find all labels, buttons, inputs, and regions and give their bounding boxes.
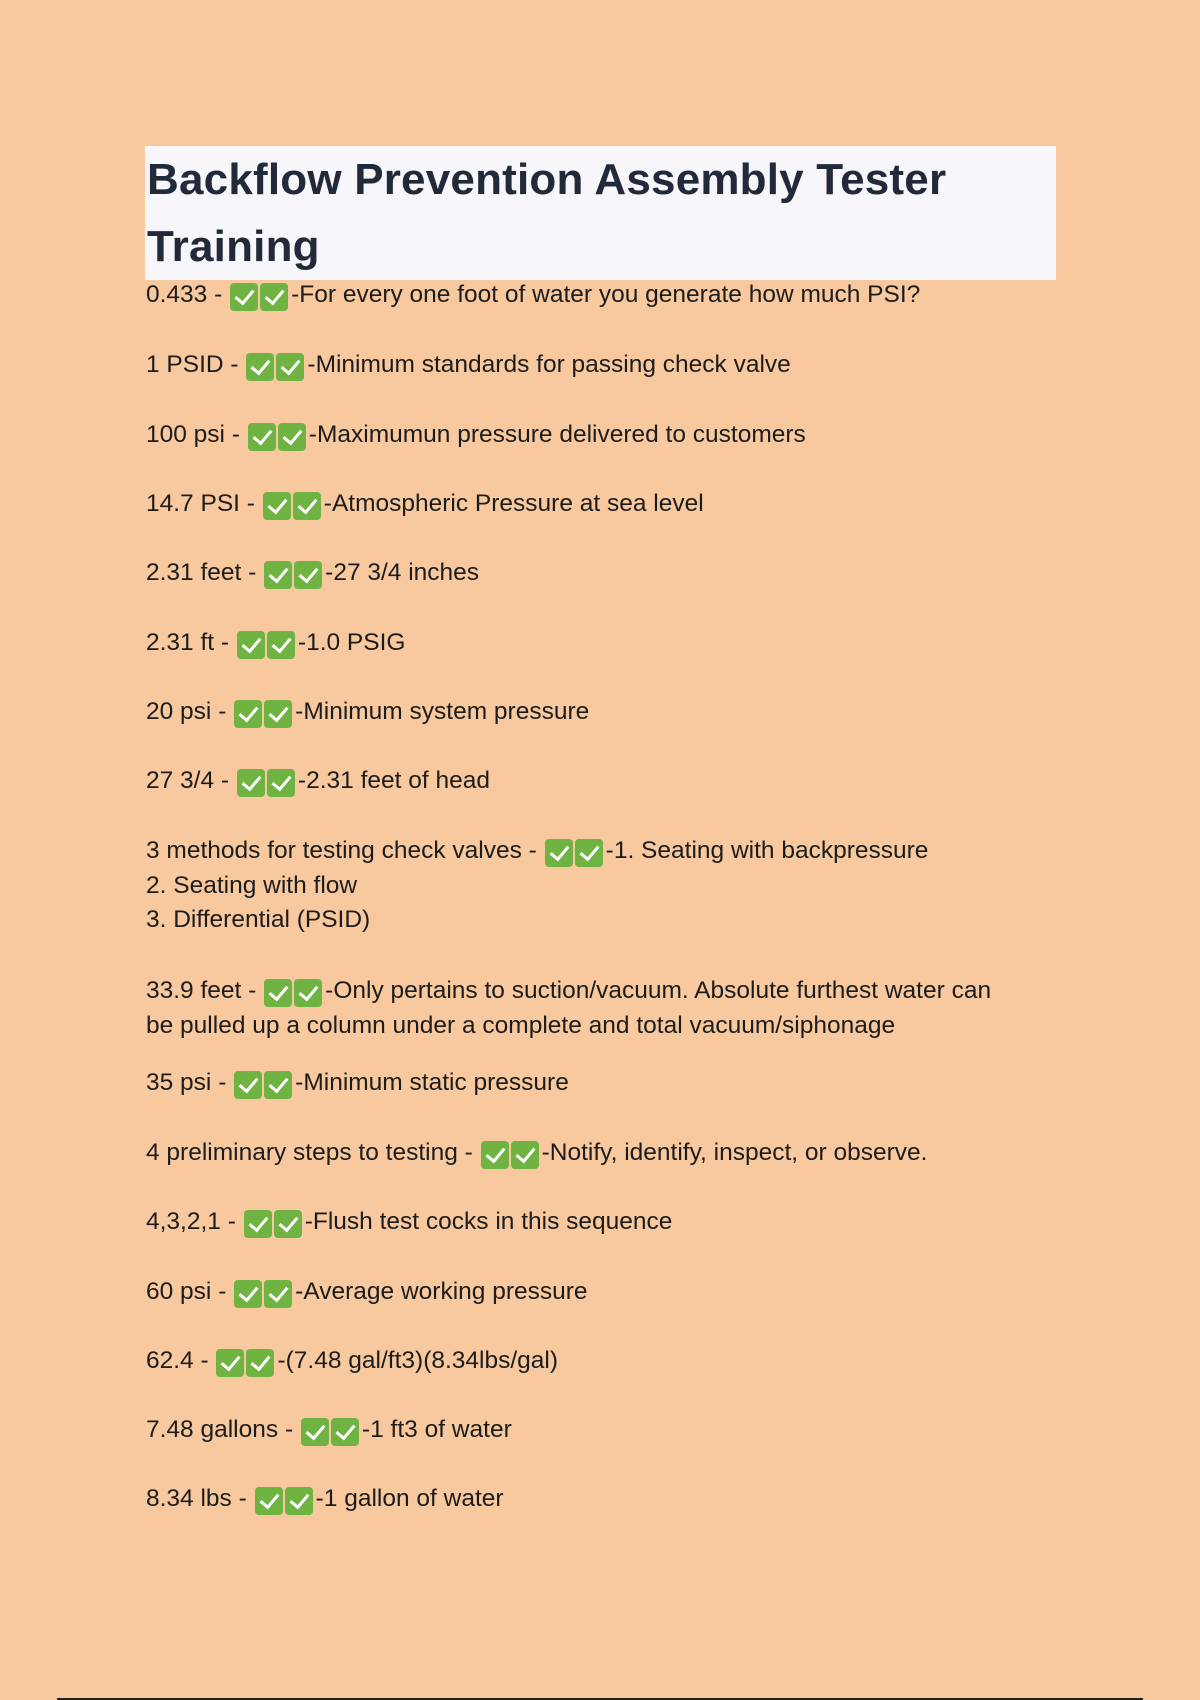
check-mark-icon [237,769,265,797]
answer-prefix: - [315,1485,324,1512]
check-mark-icon [216,1349,244,1377]
answer-prefix: - [325,559,334,586]
entry-answer-line: 2. Seating with flow [146,871,358,899]
answer-prefix: - [295,1278,304,1305]
check-mark-icon [264,979,292,1007]
entry-term: 4,3,2,1 [146,1208,221,1235]
entry-answer-line: Atmospheric Pressure at sea level [331,490,704,517]
flashcard-entry [146,834,1066,938]
check-mark-pair [264,561,324,589]
entry-answer-line: (7.48 gal/ft3)(8.34lbs/gal) [285,1347,559,1374]
entry-answer-line: For every one foot of water you generate how much PSI? [299,281,921,308]
check-mark-pair [234,1280,294,1308]
entry-separator: - [457,1139,480,1166]
entry-separator: - [214,629,236,656]
entry-answer-line: be pulled up a column under a complete and total vacuum/siphonage [146,1011,896,1039]
check-mark-icon [246,1349,274,1377]
answer-prefix: - [297,629,307,656]
check-mark-pair [255,1487,315,1515]
answer-prefix: - [605,837,614,864]
page-title: Backflow Prevention Assembly Tester Training [147,155,947,271]
entry-separator: - [193,1347,216,1374]
entry-separator: - [211,1278,234,1305]
entry-term: 1 PSID [146,351,224,378]
entry-term: 3 methods for testing check valves [146,837,522,864]
flashcard-entry [146,1066,1066,1101]
entry-separator: - [223,351,246,378]
entry-answer-line: 3. Differential (PSID) [146,906,371,933]
check-mark-pair [216,1349,276,1377]
entry-answer-line: Average working pressure [303,1278,588,1305]
entry-term: 27 3/4 [146,767,215,794]
check-mark-pair [237,631,297,659]
entry-term: 0.433 [146,281,208,308]
check-mark-pair [244,1210,304,1238]
flashcard-entry [146,1205,1066,1240]
entry-separator: - [231,1485,254,1512]
check-mark-icon [267,769,295,797]
check-mark-icon [294,561,322,589]
check-mark-icon [234,700,262,728]
check-mark-pair [481,1141,541,1169]
check-mark-pair [264,979,324,1007]
entry-separator: - [211,698,234,725]
flashcard-entry [146,974,1066,1043]
entry-term: 20 psi [146,698,212,725]
entry-answer-line: 1. Seating with backpressure [613,837,929,864]
check-mark-icon [230,283,258,311]
flashcard-entry [146,348,1066,383]
entry-term: 7.48 gallons [146,1416,279,1443]
flashcard-entry [146,764,1066,799]
check-mark-icon [260,283,288,311]
entry-answer-line: 2.31 feet of head [306,767,490,794]
check-mark-pair [248,423,308,451]
answer-prefix: - [295,1069,304,1096]
check-mark-pair [237,769,297,797]
flashcard-entry [146,1413,1066,1448]
entry-term: 62.4 [146,1347,194,1374]
check-mark-icon [264,1071,292,1099]
flashcard-entry [146,556,1066,591]
flashcard-entry [146,487,1066,522]
entry-separator: - [241,977,264,1004]
entry-separator: - [225,421,247,448]
check-mark-icon [264,1280,292,1308]
entry-term: 2.31 ft [146,629,215,656]
check-mark-pair [301,1418,361,1446]
answer-prefix: - [308,421,317,448]
flashcard-entry [146,1275,1066,1310]
entry-separator: - [239,490,262,517]
entry-answer-line: Only pertains to suction/vacuum. Absolute furthest water can [333,977,992,1004]
answer-prefix: - [304,1208,313,1235]
flashcard-entry [146,695,1066,730]
entry-term: 4 preliminary steps to testing [146,1139,458,1166]
check-mark-icon [278,423,306,451]
entry-answer-line: Notify, identify, inspect, or observe. [549,1139,928,1166]
check-mark-icon [481,1141,509,1169]
entry-answer-line: Maximumun pressure delivered to customers [316,421,806,448]
check-mark-icon [511,1141,539,1169]
entry-answer-line: Minimum standards for passing check valve [315,351,791,378]
entry-answer-line: 1.0 PSIG [306,629,406,656]
flashcard-entry [146,1344,1066,1379]
check-mark-pair [230,283,290,311]
entry-answer-line: Flush test cocks in this sequence [312,1208,673,1235]
check-mark-icon [267,631,295,659]
check-mark-icon [293,492,321,520]
check-mark-icon [545,839,573,867]
check-mark-pair [263,492,323,520]
check-mark-icon [294,979,322,1007]
check-mark-icon [276,353,304,381]
entry-separator: - [214,767,236,794]
answer-prefix: - [295,698,304,725]
answer-prefix: - [361,1416,371,1443]
answer-prefix: - [297,767,307,794]
entry-separator: - [220,1208,243,1235]
flashcard-entry [146,1482,1066,1517]
check-mark-icon [248,423,276,451]
entry-separator: - [241,559,264,586]
flashcard-entry [146,418,1066,453]
answer-prefix: - [325,977,334,1004]
entry-separator: - [278,1416,300,1443]
entry-separator: - [207,281,230,308]
check-mark-icon [331,1418,359,1446]
entry-term: 35 psi [146,1069,212,1096]
check-mark-icon [234,1071,262,1099]
entry-answer-line: 1 gallon of water [323,1485,504,1512]
answer-prefix: - [307,351,316,378]
entry-term: 60 psi [146,1278,212,1305]
entry-answer-line: 1 ft3 of water [370,1416,512,1443]
check-mark-icon [237,631,265,659]
answer-prefix: - [323,490,332,517]
entry-answer-line: Minimum static pressure [303,1069,569,1096]
answer-prefix: - [277,1347,286,1374]
entry-term: 100 psi [146,421,226,448]
check-mark-icon [264,700,292,728]
flashcard-entry [146,626,1066,661]
check-mark-icon [234,1280,262,1308]
check-mark-icon [301,1418,329,1446]
entry-term: 14.7 PSI [146,490,240,517]
check-mark-icon [274,1210,302,1238]
answer-prefix: - [291,281,300,308]
entry-separator: - [521,837,544,864]
check-mark-icon [264,561,292,589]
check-mark-icon [255,1487,283,1515]
entry-answer-line: Minimum system pressure [303,698,590,725]
check-mark-pair [234,1071,294,1099]
flashcard-entry [146,1136,1066,1171]
entry-answer-line: 27 3/4 inches [333,559,480,586]
check-mark-icon [246,353,274,381]
check-mark-icon [575,839,603,867]
answer-prefix: - [541,1139,550,1166]
check-mark-icon [263,492,291,520]
check-mark-icon [244,1210,272,1238]
title-block [145,146,1056,280]
entry-term: 33.9 feet [146,977,242,1004]
check-mark-pair [234,700,294,728]
entry-separator: - [211,1069,234,1096]
check-mark-pair [545,839,605,867]
check-mark-pair [246,353,306,381]
entry-term: 2.31 feet [146,559,242,586]
flashcard-entry [146,278,1066,313]
check-mark-icon [285,1487,313,1515]
entry-term: 8.34 lbs [146,1485,232,1512]
